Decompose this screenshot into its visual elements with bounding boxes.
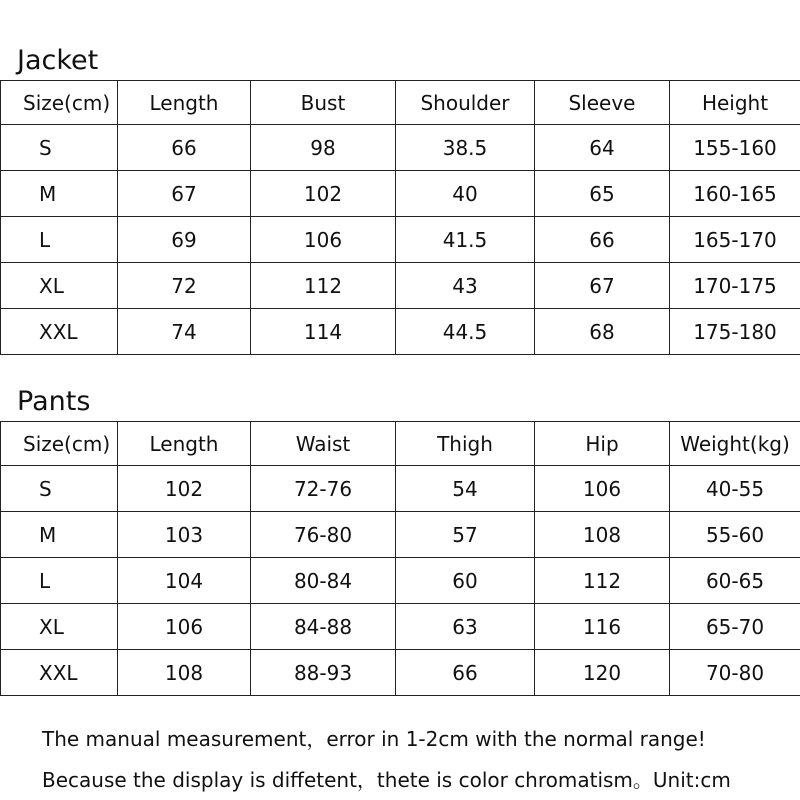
jacket-value-cell: 114: [251, 309, 396, 355]
measurement-note: The manual measurement，error in 1-2cm with the normal range!: [42, 727, 706, 751]
pants-value-cell: 66: [396, 650, 535, 696]
pants-value-cell: 84-88: [251, 604, 396, 650]
pants-header-cell: Hip: [535, 422, 670, 466]
pants-table-row: [1, 650, 800, 696]
jacket-value-cell: 66: [118, 125, 251, 171]
jacket-header-cell: Size(cm): [1, 81, 118, 125]
pants-value-cell: 104: [118, 558, 251, 604]
pants-header-cell: Length: [118, 422, 251, 466]
color-unit-note: Because the display is diffetent，thete is color chromatism。Unit:cm: [42, 768, 731, 792]
jacket-header-cell: Bust: [251, 81, 396, 125]
pants-value-cell: 72-76: [251, 466, 396, 512]
pants-header-cell: Thigh: [396, 422, 535, 466]
pants-size-cell: XXL: [1, 650, 118, 696]
pants-value-cell: 102: [118, 466, 251, 512]
jacket-value-cell: 69: [118, 217, 251, 263]
jacket-value-cell: 40: [396, 171, 535, 217]
pants-size-table: [0, 421, 800, 696]
jacket-table-row: [1, 263, 800, 309]
pants-title: Pants: [17, 386, 91, 417]
pants-value-cell: 88-93: [251, 650, 396, 696]
jacket-table-row: [1, 125, 800, 171]
pants-value-cell: 40-55: [670, 466, 800, 512]
pants-header-cell: Weight(kg): [670, 422, 800, 466]
jacket-value-cell: 74: [118, 309, 251, 355]
jacket-value-cell: 64: [535, 125, 670, 171]
jacket-size-cell: M: [1, 171, 118, 217]
pants-value-cell: 120: [535, 650, 670, 696]
jacket-value-cell: 165-170: [670, 217, 800, 263]
pants-value-cell: 76-80: [251, 512, 396, 558]
jacket-table-row: [1, 171, 800, 217]
jacket-title: Jacket: [17, 45, 99, 76]
jacket-value-cell: 72: [118, 263, 251, 309]
jacket-value-cell: 98: [251, 125, 396, 171]
pants-value-cell: 70-80: [670, 650, 800, 696]
pants-table-row: [1, 466, 800, 512]
jacket-size-cell: S: [1, 125, 118, 171]
pants-size-cell: M: [1, 512, 118, 558]
jacket-header-cell: Shoulder: [396, 81, 535, 125]
pants-value-cell: 106: [118, 604, 251, 650]
jacket-value-cell: 38.5: [396, 125, 535, 171]
jacket-value-cell: 44.5: [396, 309, 535, 355]
pants-value-cell: 103: [118, 512, 251, 558]
pants-value-cell: 112: [535, 558, 670, 604]
jacket-header-row: [1, 81, 800, 125]
pants-value-cell: 65-70: [670, 604, 800, 650]
jacket-value-cell: 41.5: [396, 217, 535, 263]
pants-value-cell: 80-84: [251, 558, 396, 604]
jacket-value-cell: 67: [535, 263, 670, 309]
jacket-size-table: [0, 80, 800, 355]
jacket-header-cell: Length: [118, 81, 251, 125]
pants-size-cell: XL: [1, 604, 118, 650]
jacket-value-cell: 43: [396, 263, 535, 309]
jacket-header-cell: Height: [670, 81, 800, 125]
jacket-value-cell: 106: [251, 217, 396, 263]
jacket-value-cell: 112: [251, 263, 396, 309]
pants-value-cell: 60: [396, 558, 535, 604]
pants-value-cell: 57: [396, 512, 535, 558]
pants-header-cell: Waist: [251, 422, 396, 466]
pants-value-cell: 55-60: [670, 512, 800, 558]
pants-value-cell: 108: [535, 512, 670, 558]
pants-table-row: [1, 558, 800, 604]
jacket-value-cell: 68: [535, 309, 670, 355]
jacket-table-body: [1, 81, 800, 355]
jacket-table-row: [1, 217, 800, 263]
jacket-value-cell: 170-175: [670, 263, 800, 309]
jacket-value-cell: 66: [535, 217, 670, 263]
jacket-size-cell: L: [1, 217, 118, 263]
pants-header-cell: Size(cm): [1, 422, 118, 466]
jacket-value-cell: 102: [251, 171, 396, 217]
pants-size-cell: S: [1, 466, 118, 512]
pants-value-cell: 63: [396, 604, 535, 650]
jacket-value-cell: 67: [118, 171, 251, 217]
pants-value-cell: 106: [535, 466, 670, 512]
jacket-size-cell: XXL: [1, 309, 118, 355]
jacket-value-cell: 160-165: [670, 171, 800, 217]
pants-value-cell: 60-65: [670, 558, 800, 604]
pants-header-row: [1, 422, 800, 466]
pants-value-cell: 54: [396, 466, 535, 512]
pants-table-row: [1, 604, 800, 650]
pants-value-cell: 108: [118, 650, 251, 696]
jacket-size-cell: XL: [1, 263, 118, 309]
jacket-value-cell: 175-180: [670, 309, 800, 355]
jacket-table-row: [1, 309, 800, 355]
pants-size-cell: L: [1, 558, 118, 604]
pants-value-cell: 116: [535, 604, 670, 650]
pants-table-row: [1, 512, 800, 558]
pants-table-body: [1, 422, 800, 696]
jacket-value-cell: 155-160: [670, 125, 800, 171]
jacket-header-cell: Sleeve: [535, 81, 670, 125]
jacket-value-cell: 65: [535, 171, 670, 217]
